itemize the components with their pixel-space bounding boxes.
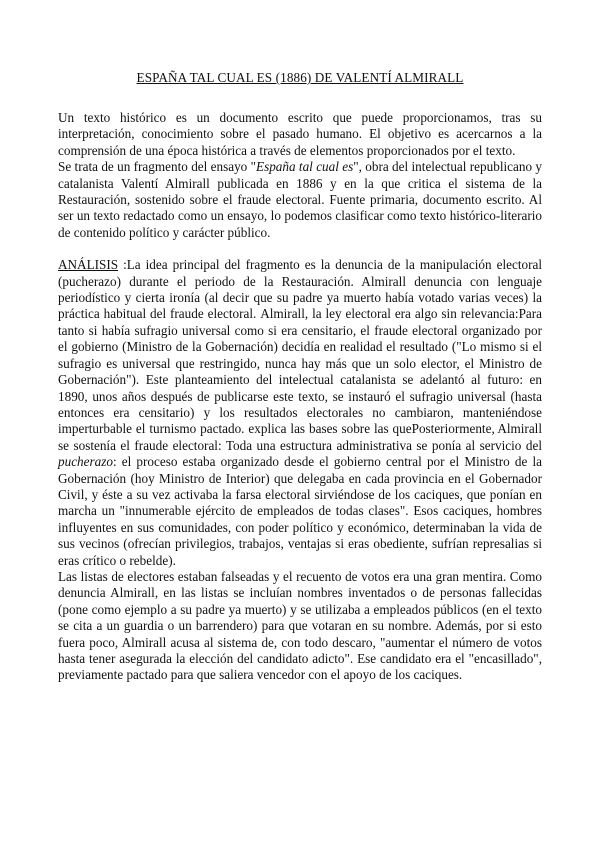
pucherazo-term: pucherazo [58,454,113,470]
analysis-lead-2: Para [518,306,542,322]
analysis-sentence-1: :La idea principal del fragmento es la denuncia de la manipulación electoral (pucherazo) durante el periodo de la Restauración. Almirall denuncia con lenguaje periodístico y cierta ironía (al decir que su padre ya muerto había votado varias veces) la práctica habitual del fraude electoral. [58,257,542,322]
analysis-lead-3: Posteriormente, Almirall [411,421,542,437]
intro-paragraph: Un texto histórico es un documento escrito que puede proporcionamos, tras su interpretación, conocimiento sobre el pasado humano. El objetivo es acercarnos a la comprensión de una época histórica a través de elementos proporcionados por el texto. [58,110,542,158]
document-body [58,110,542,684]
analysis-sentence-3a: explica las bases sobre las que se sostenía el fraude electoral: Toda una estructura administrativa se ponía al servicio del [58,421,542,453]
analysis-paragraph [58,257,542,569]
electoral-lists-paragraph: Las listas de electores estaban falseadas y el recuento de votos era una gran mentira. Como denuncia Almirall, en las listas se incluían nombres inventados o de personas fallecidas (pone como ejemplo a su padre ya muerto) y se utilizaba a empleados públicos (en el texto se cita a un guardia o un barrendero) para que votaran en su nombre. Además, por si esto fuera poco, Almirall acusa al sistema de, con todo descaro, "aumentar el número de votos hasta tener asegurada la elección del candidato adicto". Ese candidato era el "encasillado", previamente pactado para que saliera vencedor con el apoyo de los caciques. [58,568,542,683]
source-paragraph [58,159,542,241]
analysis-sentence-2: Almirall, la ley electoral era algo sin relevancia: tanto si había sufragio universal como si era censitario, el fraude electoral organizado por el gobierno (Ministro de la Gobernación) decidía en realidad el resultado ("Lo mismo si el sufragio es universal que restringido, nunca hay más que un solo elector, el Ministro de Gobernación"). Este planteamiento del intelectual catalanista se adelantó al futuro: en 1890, unos años después de publicarse este texto, se instauró el sufragio universal (hasta entonces era censitario) y los resultados electorales no cambiaron, manteniéndose imperturbable el turnismo pactado. [58,306,542,437]
source-text-a: Se trata de un fragmento del ensayo " [58,159,257,175]
document-title: ESPAÑA TAL CUAL ES (1886) DE VALENTÍ ALMIRALL [136,70,464,85]
source-text-b: ", obra del intelectual republicano y catalanista Valentí Almirall publicada en 1886 y en la que critica el sistema de la Restauración, sostenido sobre el fraude electoral. Fuente primaria, documento escrito. Al ser un texto redactado como un ensayo, lo podemos clasificar como texto histórico-literario de contenido político y carácter público. [58,159,542,240]
analysis-sentence-3b: : el proceso estaba organizado desde el gobierno central por el Ministro de la Gobernación (hoy Ministro de Interior) que delegaba en cada provincia en el Gobernador Civil, y éste a su vez activaba la farsa electoral sirviéndose de los caciques, que ponían en marcha un "innumerable ejército de empleados de todas clases". Esos caciques, hombres influyentes en sus comunidades, con poder político y económico, determinaban la vida de sus vecinos (ofrecían privilegios, trabajos, ventajas si eras obediente, sufrían represalias si eras crítico o rebelde). [58,454,542,568]
analysis-label: ANÁLISIS [58,257,119,273]
work-title: España tal cual es [256,159,354,175]
